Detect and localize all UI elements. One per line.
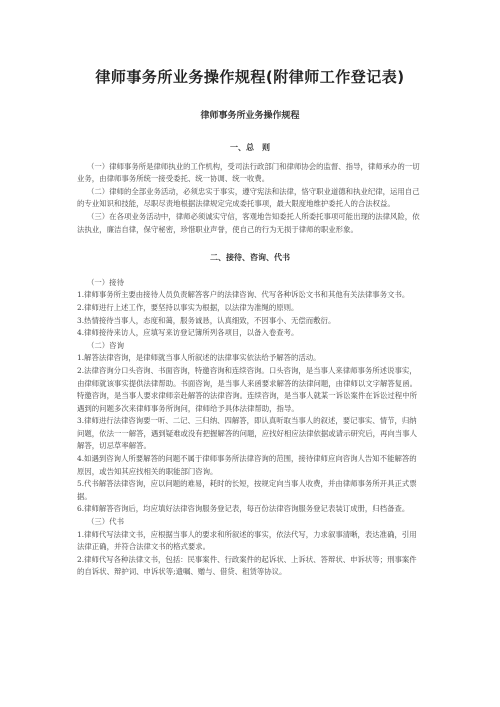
reception-item: 4.律师接待来访人，应填写来访登记簿所列各项目，以备入卷查考。 [77, 328, 299, 338]
consultation-item: 3.律师进行法律咨询要一听、二记、三归纳、四解答，即认真听取当事人的叙述，要记事实、情节，归纳问题，依法一一解答，遇到疑难或没有把握解答的问题，应找好相应法律依据或请示研究后，再向当事人解答，切忌草率解答。 [77, 416, 417, 451]
subsection-heading-consultation: （二）咨询 [87, 340, 124, 350]
consultation-item: 6.律师解答咨询后，均应填好法律咨询服务登记表，每百份法律咨询服务登记表装订成册，归档备查。 [77, 504, 410, 514]
document-subtitle: 律师事务所业务操作规程 [200, 111, 300, 121]
section-heading-general: 一、总 则 [230, 143, 270, 152]
general-paragraph: （一）律师事务所是律师执业的工作机构，受司法行政部门和律师协会的监督、指导，律师承办的一切业务，由律师事务所统一接受委托、统一协调、统一收费。 [77, 161, 420, 184]
reception-item: 2.律师进行上述工作，要坚持以事实为根据，以法律为准绳的原则。 [77, 302, 299, 312]
consultation-item: 1.解答法律咨询，是律师就当事人所叙述的法律事实依法给予解答的活动。 [77, 353, 321, 363]
section-heading-reception: 二、接待、咨询、代书 [210, 253, 290, 263]
drafting-item: 1.律师代写法律文书，应根据当事人的要求和所叙述的事实，依法代写，力求叙事清晰，表达准确，引用法律正确，并符合法律文书的格式要求。 [77, 529, 417, 552]
general-paragraph: （三）在各项业务活动中，律师必须诚实守信，客观地告知委托人所委托事项可能出现的法律风险，依法执业，廉洁自律，保守秘密，珍惜职业声誉，使自己的行为无损于律师的职业形象。 [77, 211, 420, 234]
reception-item: 1.律师事务所主要由接待人员负责解答客户的法律咨询、代写各种诉讼文书和其他有关法律事务文书。 [77, 290, 410, 300]
document-title: 律师事务所业务操作规程(附律师工作登记表) [95, 68, 405, 86]
drafting-item: 2.律师代写各种法律文书，包括：民事案件、行政案件的起诉状、上诉状、答辩状、申诉状等；刑事案件的自诉状、辩护词、申诉状等;遗嘱、赠与、借贷、租赁等协议。 [77, 554, 417, 577]
reception-item: 3.热情接待当事人，态度和蔼，服务诚恳，认真细致，不因事小、无偿而敷衍。 [77, 315, 336, 325]
consultation-item: 5.代书解答法律咨询，应以问题的难易，耗时的长短，按规定向当事人收费，并由律师事务所开具正式票据。 [77, 479, 417, 501]
subsection-heading-drafting: （三）代书 [87, 517, 124, 527]
general-paragraph: （二）律师的全部业务活动，必须忠实于事实，遵守宪法和法律，恪守职业道德和执业纪律，运用自己的专业知识和技能，尽职尽责地根据法律规定完成委托事项，最大限度地维护委托人的合法权益。 [77, 186, 420, 209]
subsection-heading-reception: （一）接待 [87, 277, 124, 287]
consultation-item: 2.法律咨询分口头咨询、书面咨询，特邀咨询和连续咨询。口头咨询，是当事人来律师事务所述说事实，由律师就该事实提供法律帮助。书面咨询，是当事人来函要求解答的法律问题，由律师以文字解答复函。特邀咨询，是当事人要求律师亲赴解答的法律咨询。连续咨询，是当事人就某一诉讼案件在诉讼过程中所遇到的问题多次来律师事务所询问，律师给予具体法律帮助，指导。 [77, 365, 417, 413]
consultation-item: 4.如遇到咨询人所要解答的问题不属于律师事务所法律咨询的范围，接待律师应向咨询人告知不能解答的原因，或告知其应找相关的职能部门咨询。 [77, 454, 417, 476]
document-body [77, 136, 423, 579]
